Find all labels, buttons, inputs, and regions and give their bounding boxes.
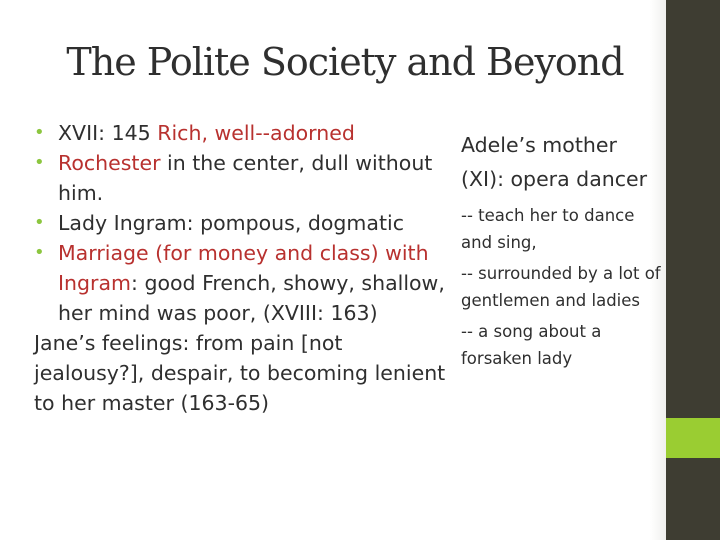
right-heading-line-1: Adele’s mother — [461, 133, 617, 157]
right-note: -- teach her to dance and sing, — [461, 206, 635, 252]
bullet-dot-icon: • — [34, 212, 45, 233]
right-column — [461, 128, 666, 372]
bullet-dot-icon: • — [34, 122, 45, 143]
slide-title: The Polite Society and Beyond — [66, 40, 624, 84]
bullet-item: • Rochester in the center, dull without him. — [34, 148, 452, 208]
right-note: -- surrounded by a lot of gentlemen and ladies — [461, 264, 661, 310]
bullet-dot-icon: • — [34, 242, 45, 263]
bullet-item: • Lady Ingram: pompous, dogmatic — [34, 208, 452, 238]
right-note: -- a song about a forsaken lady — [461, 322, 602, 368]
bullet-dot-icon: • — [34, 152, 45, 173]
bullet-item: • XVII: 145 Rich, well--adorned — [34, 118, 452, 148]
left-column — [34, 118, 452, 418]
accent-block — [666, 418, 720, 458]
plain-paragraph: Jane’s feelings: from pain [not jealousy?], despair, to becoming lenient to her master (163-65) — [34, 331, 446, 415]
bullet-item: • Marriage (for money and class) with Ingram: good French, showy, shallow, her mind was poor, (XVIII: 163) — [34, 238, 452, 328]
right-heading-line-2: (XI): opera dancer — [461, 167, 648, 191]
